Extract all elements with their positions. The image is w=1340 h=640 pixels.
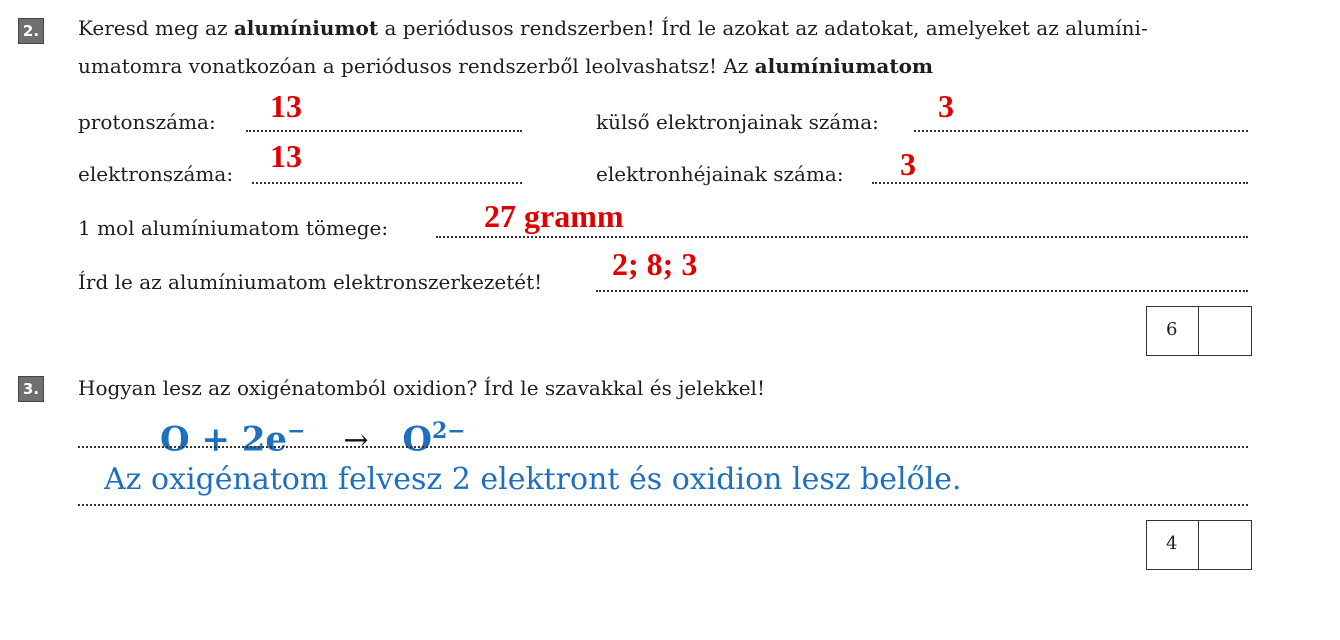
equation-left-side: O + 2e	[160, 419, 288, 460]
proton-number-answer: 13	[270, 88, 302, 124]
molar-mass-answer: 27 gramm	[484, 198, 624, 234]
question-text: a periódusos rendszerben! Írd le azokat az adatokat, amelyeket az alumíni-	[378, 16, 1148, 40]
score-box	[1146, 306, 1252, 356]
ion-charge-sup: 2−	[431, 418, 466, 444]
electron-number-label: elektronszáma:	[78, 162, 234, 186]
answer-line	[78, 504, 1248, 506]
answer-line	[246, 130, 522, 132]
explanation-sentence: Az oxigénatom felvesz 2 elektront és oxidion lesz belőle.	[104, 462, 962, 497]
reaction-arrow-icon: →	[343, 423, 369, 459]
answer-line	[78, 446, 1248, 448]
electron-configuration-answer: 2; 8; 3	[612, 246, 698, 282]
score-box-divider	[1198, 521, 1199, 569]
outer-electrons-label: külső elektronjainak száma:	[596, 110, 879, 134]
task2-question-line1	[78, 14, 1148, 42]
proton-number-label: protonszáma:	[78, 110, 216, 134]
ionization-equation	[160, 406, 466, 466]
question-text: umatomra vonatkozóan a periódusos rendszerből leolvashatsz! Az	[78, 54, 755, 78]
electron-shells-answer: 3	[900, 146, 916, 182]
max-score: 4	[1166, 533, 1178, 554]
answer-line	[914, 130, 1248, 132]
electron-configuration-label: Írd le az alumíniumatom elektronszerkezetét!	[78, 270, 543, 294]
molar-mass-label: 1 mol alumíniumatom tömege:	[78, 216, 389, 240]
question-bold-text: alumíniumot	[233, 16, 379, 40]
question-text: Keresd meg az	[78, 16, 234, 40]
score-box-divider	[1198, 307, 1199, 355]
outer-electrons-answer: 3	[938, 88, 954, 124]
max-score: 6	[1166, 319, 1178, 340]
electron-shells-label: elektronhéjainak száma:	[596, 162, 844, 186]
electron-charge-sup: −	[287, 418, 306, 444]
score-box	[1146, 520, 1252, 570]
task2-question-line2	[78, 52, 933, 80]
task3-question: Hogyan lesz az oxigénatomból oxidion? Írd le szavakkal és jelekkel!	[78, 376, 765, 400]
answer-line	[436, 236, 1248, 238]
question-bold-text: alumíniumatom	[754, 54, 934, 78]
task-number-badge: 3.	[18, 376, 44, 402]
answer-line	[596, 290, 1248, 292]
electron-number-answer: 13	[270, 138, 302, 174]
answer-line	[872, 182, 1248, 184]
equation-right-side: O	[402, 419, 432, 460]
answer-line	[252, 182, 522, 184]
task-number-badge: 2.	[18, 18, 44, 44]
